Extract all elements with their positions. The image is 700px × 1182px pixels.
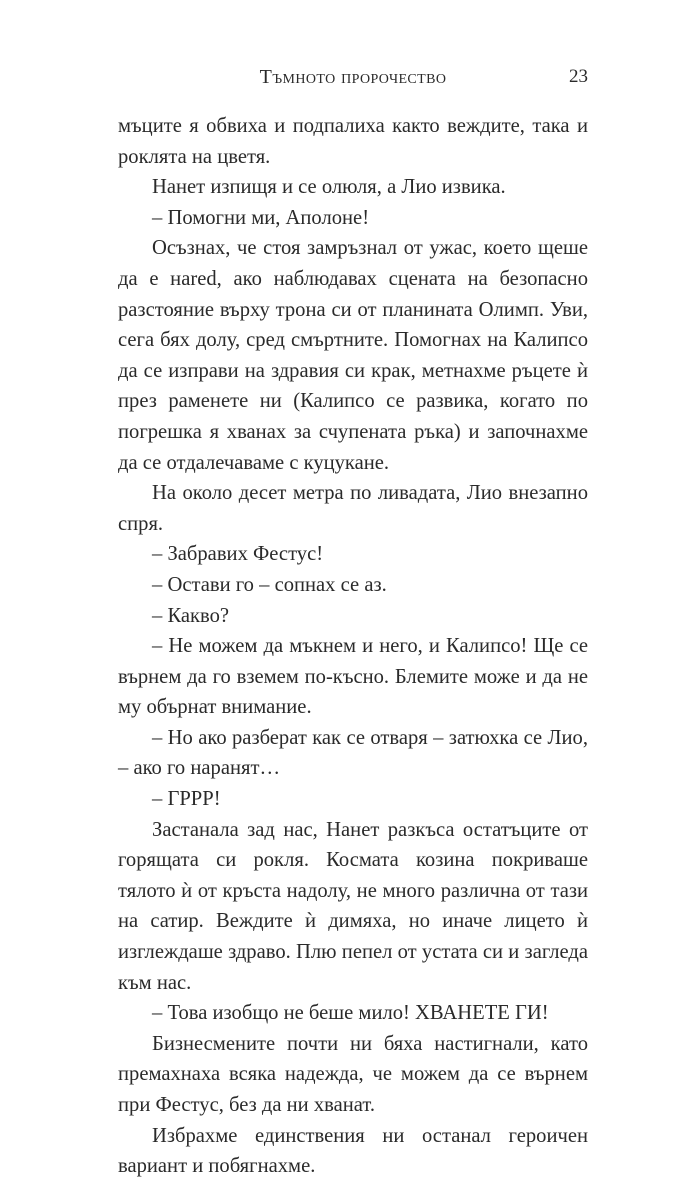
paragraph-12: Застанала зад нас, Нанет разкъса остатъците от горящата си рокля. Космата козина покриваше тялото ѝ от кръста надолу, не много различна от тази на сатир. Веждите ѝ димяха, но иначе лицето ѝ изглеждаше здраво. Плю пепел от устата си и загледа към нас. — [118, 818, 588, 994]
paragraph-8: – Какво? — [152, 604, 230, 627]
paragraph-14: Бизнесмените почти ни бяха настигнали, като премахнаха всяка надежда, че можем да се върнем при Фестус, без да ни хванат. — [118, 1032, 588, 1116]
body-text — [118, 111, 588, 1182]
page-number: 23 — [569, 66, 588, 87]
paragraph-15: Избрахме единствения ни останал героичен вариант и побягнахме. — [118, 1124, 588, 1178]
paragraph-3: – Помогни ми, Аполоне! — [152, 206, 370, 229]
paragraph-4: Осъзнах, че стоя замръзнал от ужас, което щеше да е нared, ако наблюдавах сцената на безопасно разстояние върху трона си от планината Олимп. Уви, сега бях долу, сред смъртните. Помогнах на Калипсо да се изправи на здравия си крак, метнахме ръцете ѝ през раменете ни (Калипсо се развика, когато по погрешка я хванах за счупената ръка) и започнахме да се отдалечаваме с куцукане. — [118, 237, 588, 474]
paragraph-1: мъците я обвиха и подпалиха както веждите, така и роклята на цветя. — [118, 115, 588, 168]
paragraph-11: – ГРРР! — [152, 788, 221, 811]
paragraph-6: – Забравих Фестус! — [152, 543, 324, 566]
running-title: Тъмното пророчество — [259, 66, 447, 88]
paragraph-5: На около десет метра по ливадата, Лио внезапно спря. — [118, 482, 588, 535]
paragraph-7: – Остави го – сопнах се аз. — [152, 573, 387, 596]
paragraph-10: – Но ако разберат как се отваря – затюхка се Лио, – ако го наранят… — [118, 726, 588, 780]
paragraph-9: – Не можем да мъкнем и него, и Калипсо! Ще се върнем да го вземем по-късно. Блемите може и да не му обърнат внимание. — [118, 635, 588, 719]
paragraph-2: Нанет изпищя и се олюля, а Лио извика. — [152, 176, 506, 199]
paragraph-13: – Това изобщо не беше мило! ХВАНЕТЕ ГИ! — [152, 1002, 549, 1025]
running-header — [118, 66, 588, 96]
